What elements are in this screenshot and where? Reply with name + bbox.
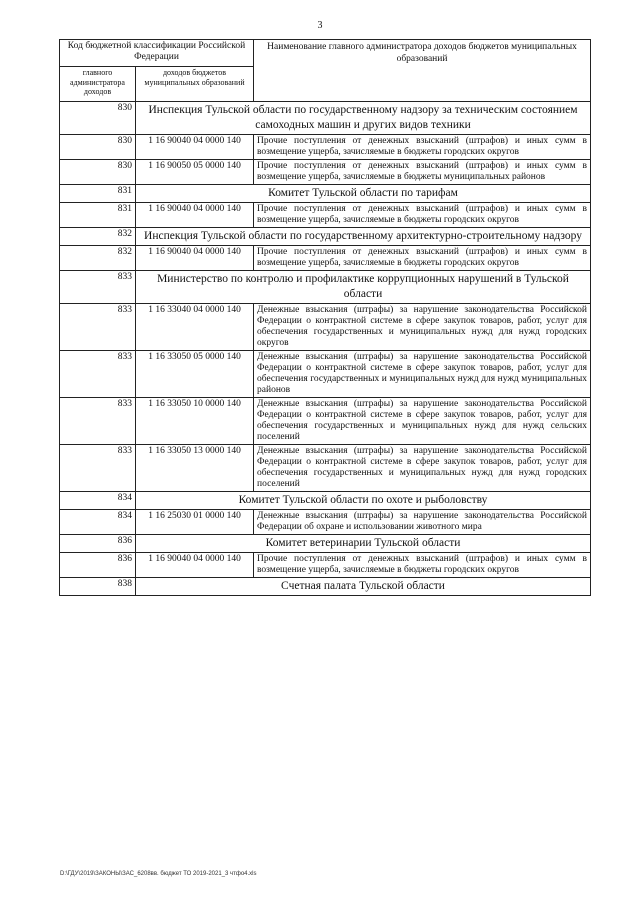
admin-code: 832 — [60, 228, 136, 246]
administrator-row — [60, 185, 591, 203]
administrator-name: Комитет Тульской области по тарифам — [136, 185, 591, 203]
administrator-name: Комитет Тульской области по охоте и рыболовству — [136, 492, 591, 510]
income-kbk-code: 1 16 90040 04 0000 140 — [136, 203, 254, 228]
header-kbk: Код бюджетной классификации Российской Федерации — [60, 40, 254, 67]
admin-code: 836 — [60, 553, 136, 578]
income-description: Денежные взыскания (штрафы) за нарушение законодательства Российской Федерации о контрактной системе в сфере закупок товаров, работ, услуг для обеспечения государственных и муниципальных нужд для нужд городских поселений — [254, 445, 591, 492]
administrator-name: Счетная палата Тульской области — [136, 578, 591, 596]
admin-code: 831 — [60, 203, 136, 228]
budget-classification-table — [59, 39, 591, 596]
header-admin-code: главного администратора доходов — [60, 67, 136, 102]
income-row — [60, 351, 591, 398]
income-description: Прочие поступления от денежных взысканий (штрафов) и иных сумм в возмещение ущерба, зачисляемые в бюджеты городских округов — [254, 203, 591, 228]
income-kbk-code: 1 16 33050 10 0000 140 — [136, 398, 254, 445]
administrator-row — [60, 492, 591, 510]
admin-code: 833 — [60, 398, 136, 445]
admin-code: 834 — [60, 510, 136, 535]
income-kbk-code: 1 16 33050 13 0000 140 — [136, 445, 254, 492]
income-row — [60, 445, 591, 492]
admin-code: 833 — [60, 304, 136, 351]
income-kbk-code: 1 16 90040 04 0000 140 — [136, 246, 254, 271]
income-kbk-code: 1 16 90050 05 0000 140 — [136, 160, 254, 185]
administrator-row — [60, 578, 591, 596]
income-description: Прочие поступления от денежных взысканий (штрафов) и иных сумм в возмещение ущерба, зачисляемые в бюджеты городских округов — [254, 553, 591, 578]
header-income-code: доходов бюджетов муниципальных образований — [136, 67, 254, 102]
administrator-name: Инспекция Тульской области по государственному надзору за техническим состоянием самоходных машин и других видов техники — [136, 102, 591, 135]
admin-code: 830 — [60, 102, 136, 135]
administrator-name: Инспекция Тульской области по государственному архитектурно-строительному надзору — [136, 228, 591, 246]
admin-code: 833 — [60, 351, 136, 398]
income-row — [60, 510, 591, 535]
income-kbk-code: 1 16 90040 04 0000 140 — [136, 135, 254, 160]
admin-code: 830 — [60, 135, 136, 160]
admin-code: 831 — [60, 185, 136, 203]
income-description: Прочие поступления от денежных взысканий (штрафов) и иных сумм в возмещение ущерба, зачисляемые в бюджеты городских округов — [254, 246, 591, 271]
administrator-row — [60, 271, 591, 304]
income-description: Прочие поступления от денежных взысканий (штрафов) и иных сумм в возмещение ущерба, зачисляемые в бюджеты городских округов — [254, 135, 591, 160]
header-administrator-name: Наименование главного администратора доходов бюджетов муниципальных образований — [254, 40, 591, 102]
page-number: 3 — [317, 20, 323, 31]
admin-code: 833 — [60, 271, 136, 304]
income-description: Денежные взыскания (штрафы) за нарушение законодательства Российской Федерации об охране и использовании животного мира — [254, 510, 591, 535]
income-description: Денежные взыскания (штрафы) за нарушение законодательства Российской Федерации о контрактной системе в сфере закупок товаров, работ, услуг для обеспечения государственных и муниципальных нужд для нужд сельских поселений — [254, 398, 591, 445]
administrator-name: Комитет ветеринарии Тульской области — [136, 535, 591, 553]
table-body — [60, 102, 591, 596]
income-description: Прочие поступления от денежных взысканий (штрафов) и иных сумм в возмещение ущерба, зачисляемые в бюджеты муниципальных районов — [254, 160, 591, 185]
income-row — [60, 135, 591, 160]
admin-code: 834 — [60, 492, 136, 510]
admin-code: 830 — [60, 160, 136, 185]
admin-code: 832 — [60, 246, 136, 271]
income-description: Денежные взыскания (штрафы) за нарушение законодательства Российской Федерации о контрактной системе в сфере закупок товаров, работ, услуг для обеспечения государственных и муниципальных нужд для нужд городских округов — [254, 304, 591, 351]
income-row — [60, 160, 591, 185]
income-kbk-code: 1 16 25030 01 0000 140 — [136, 510, 254, 535]
income-row — [60, 246, 591, 271]
file-path-footer: D:\ГДУ\2019\ЗАКОНЫ\ЗАС_6208вв. бюджет ТО 2019-2021_3 чтфо4.xls — [60, 871, 257, 877]
income-description: Денежные взыскания (штрафы) за нарушение законодательства Российской Федерации о контрактной системе в сфере закупок товаров, работ, услуг для обеспечения государственных и муниципальных нужд для нужд муниципальных районов — [254, 351, 591, 398]
income-row — [60, 203, 591, 228]
income-row — [60, 398, 591, 445]
income-kbk-code: 1 16 90040 04 0000 140 — [136, 553, 254, 578]
administrator-row — [60, 228, 591, 246]
administrator-row — [60, 535, 591, 553]
admin-code: 838 — [60, 578, 136, 596]
admin-code: 833 — [60, 445, 136, 492]
administrator-name: Министерство по контролю и профилактике коррупционных нарушений в Тульской области — [136, 271, 591, 304]
admin-code: 836 — [60, 535, 136, 553]
income-row — [60, 553, 591, 578]
administrator-row — [60, 102, 591, 135]
income-row — [60, 304, 591, 351]
income-kbk-code: 1 16 33040 04 0000 140 — [136, 304, 254, 351]
income-kbk-code: 1 16 33050 05 0000 140 — [136, 351, 254, 398]
